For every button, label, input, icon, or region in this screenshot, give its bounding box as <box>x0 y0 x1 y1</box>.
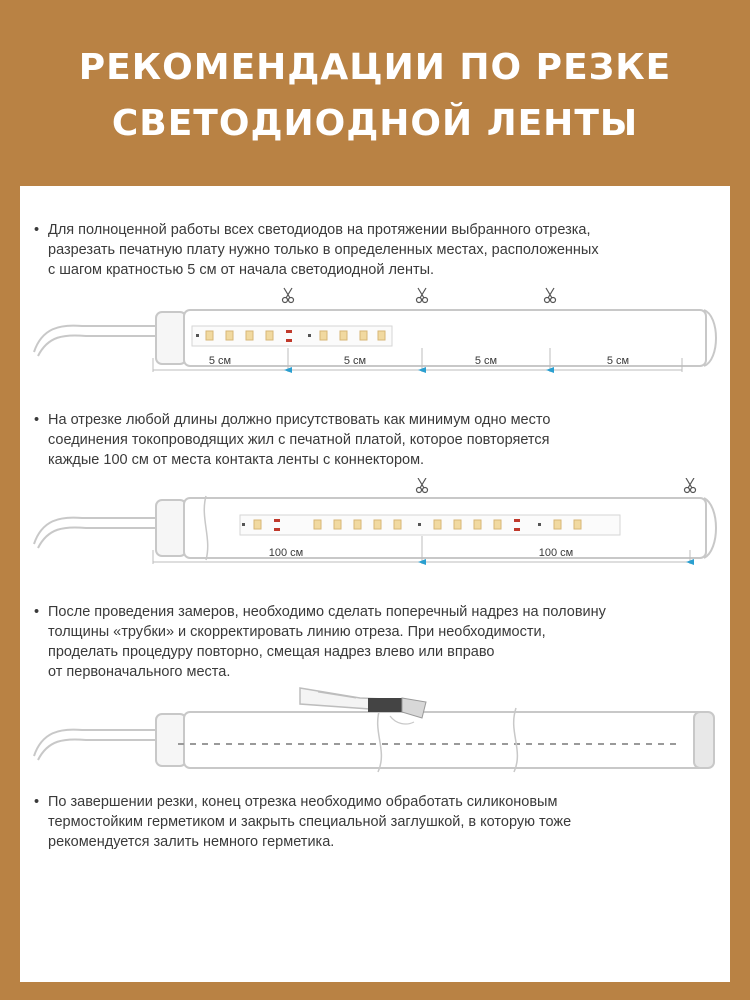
connector-cable <box>34 518 160 548</box>
title-line-1: РЕКОМЕНДАЦИИ ПО РЕЗКЕ <box>78 47 672 88</box>
scissors-icon <box>417 478 428 493</box>
text-line: рекомендуется залить немного герметика. <box>48 834 335 850</box>
dimension-label: 100 см <box>538 547 574 559</box>
text-line: от первоначального места. <box>48 664 231 680</box>
text-line: соединения токопроводящих жил с печатной платой, которое повторяется <box>48 432 550 448</box>
strip-diagram-cutting <box>20 680 730 790</box>
text-line: разрезать печатную плату нужно только в определенных местах, расположенных <box>48 242 599 258</box>
text-line: толщины «трубки» и скорректировать линию отреза. При необходимости, <box>48 624 546 640</box>
title-line-2: СВЕТОДИОДНОЙ ЛЕНТЫ <box>111 103 639 144</box>
connector-cable <box>34 326 160 356</box>
connector-cable <box>34 730 160 760</box>
scissors-icon <box>685 478 696 493</box>
scissors-icon <box>417 288 428 303</box>
connector-cap <box>156 500 186 556</box>
scissors-icon <box>545 288 556 303</box>
text-line: По завершении резки, конец отрезка необходимо обработать силиконовым <box>48 794 558 810</box>
text-line: После проведения замеров, необходимо сделать поперечный надрез на половину <box>48 604 606 620</box>
strip-diagram-5cm <box>20 286 730 391</box>
dimension-label: 5 см <box>343 355 367 367</box>
text-line: На отрезке любой длины должно присутствовать как минимум одно место <box>48 412 551 428</box>
strip-diagram-100cm <box>20 478 730 583</box>
dimension-label: 5 см <box>474 355 498 367</box>
dimension-label: 100 см <box>268 547 304 559</box>
silicone-tube <box>184 712 704 768</box>
text-line: с шагом кратностью 5 см от начала светодиодной ленты. <box>48 262 435 278</box>
text-line: термостойким герметиком и закрыть специальной заглушкой, в которую тоже <box>48 814 572 830</box>
tube-cap-end <box>694 712 714 768</box>
connector-cap <box>156 714 186 766</box>
bullet: • <box>34 794 40 810</box>
dimension-label: 5 см <box>606 355 630 367</box>
text-line: каждые 100 см от места контакта ленты с коннектором. <box>48 452 425 468</box>
text-line: проделать процедуру повторно, смещая надрез влево или вправо <box>48 644 495 660</box>
pcb-strip <box>240 515 620 535</box>
text-line: Для полноценной работы всех светодиодов на протяжении выбранного отрезка, <box>48 222 591 238</box>
bullet: • <box>34 412 40 428</box>
bullet: • <box>34 222 40 238</box>
connector-cap <box>156 312 186 364</box>
scissors-icon <box>283 288 294 303</box>
bullet: • <box>34 604 40 620</box>
page-title <box>0 40 750 152</box>
dimension-label: 5 см <box>208 355 232 367</box>
content-panel <box>20 186 730 982</box>
